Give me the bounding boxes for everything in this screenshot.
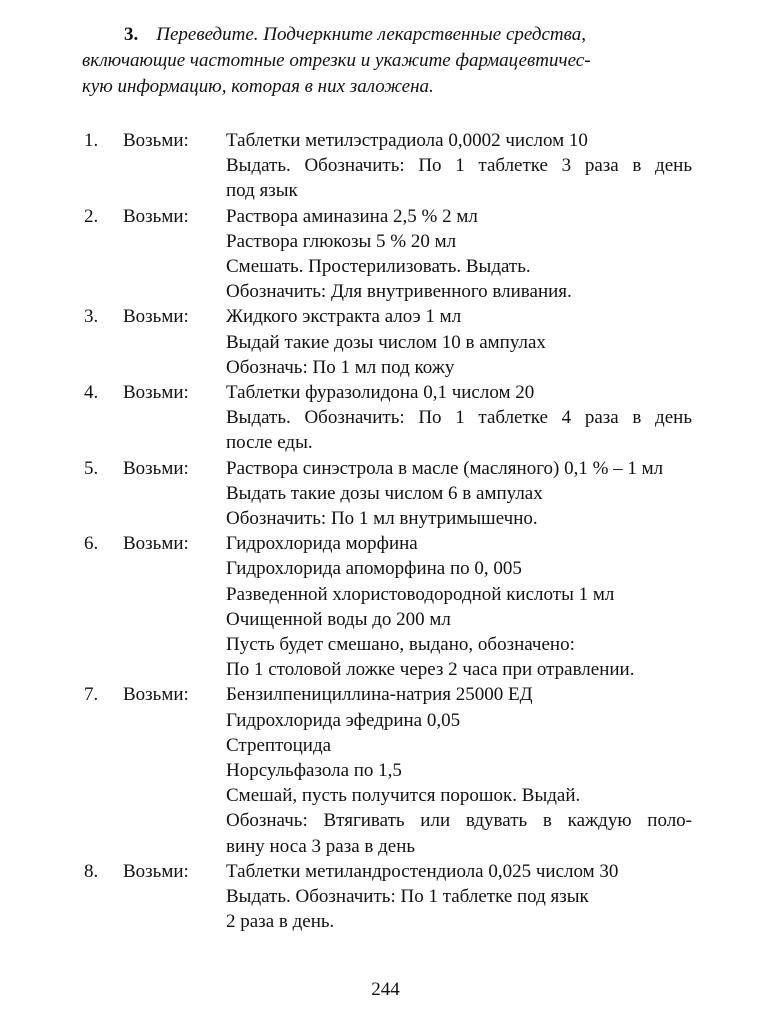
prescription-line: Раствора аминазина 2,5 % 2 мл bbox=[226, 205, 478, 227]
prescription-line: вину носа 3 раза в день bbox=[226, 835, 416, 857]
prescription-line: Обозначить: Для внутривенного вливания. bbox=[226, 281, 572, 303]
prescription-body bbox=[226, 380, 692, 456]
prescription-line: Выдать. Обозначить: По 1 таблетке 4 раза в день bbox=[226, 407, 692, 429]
prescription-item bbox=[0, 204, 771, 305]
prescription-take-label: Возьми: bbox=[123, 382, 189, 404]
prescription-line: Выдать. Обозначить: По 1 таблетке под язык bbox=[226, 886, 589, 908]
prescription-line: под язык bbox=[226, 180, 298, 202]
prescription-take-label: Возьми: bbox=[123, 306, 189, 328]
page-number: 244 bbox=[371, 979, 400, 1000]
prescription-line: Раствора глюкозы 5 % 20 мл bbox=[226, 230, 457, 252]
prescription-item bbox=[0, 380, 771, 456]
prescription-line: 2 раза в день. bbox=[226, 911, 335, 933]
prescription-line: Пусть будет смешано, выдано, обозначено: bbox=[226, 634, 575, 656]
prescription-number: 8. bbox=[84, 860, 99, 882]
prescription-body bbox=[226, 204, 692, 305]
prescription-line: Таблетки метилэстрадиола 0,0002 числом 10 bbox=[226, 130, 588, 151]
prescription-take-label: Возьми: bbox=[123, 130, 189, 151]
prescription-line: Обозначь: По 1 мл под кожу bbox=[226, 356, 455, 378]
prescription-line: Смешать. Простерилизовать. Выдать. bbox=[226, 256, 531, 278]
prescription-line: Выдай такие дозы числом 10 в ампулах bbox=[226, 331, 546, 353]
prescription-list bbox=[0, 128, 771, 935]
prescription-line: после еды. bbox=[226, 432, 313, 454]
prescription-line: Выдать. Обозначить: По 1 таблетке 3 раза в день bbox=[226, 155, 692, 177]
prescription-take-label: Возьми: bbox=[123, 860, 189, 882]
prescription-number: 7. bbox=[84, 684, 99, 706]
prescription-line: Разведенной хлористоводородной кислоты 1 мл bbox=[226, 583, 615, 605]
prescription-line: Обозначить: По 1 мл внутримышечно. bbox=[226, 508, 538, 530]
task-text: Переведите. Подчеркните лекарственные средства, bbox=[156, 24, 586, 45]
prescription-item bbox=[0, 859, 771, 935]
prescription-body bbox=[226, 859, 692, 935]
prescription-line: Таблетки фуразолидона 0,1 числом 20 bbox=[226, 382, 535, 404]
prescription-line: Смешай, пусть получится порошок. Выдай. bbox=[226, 785, 581, 807]
prescription-line: Обозначь: Втягивать или вдувать в каждую поло- bbox=[226, 810, 692, 832]
prescription-take-label: Возьми: bbox=[123, 533, 189, 555]
prescription-body bbox=[226, 456, 692, 532]
prescription-body bbox=[226, 531, 692, 682]
prescription-body bbox=[226, 682, 692, 858]
prescription-number: 3. bbox=[84, 306, 99, 328]
prescription-take-label: Возьми: bbox=[123, 684, 189, 706]
prescription-line: Бензилпенициллина-натрия 25000 ЕД bbox=[226, 684, 533, 706]
task-instruction-line-3: кую информацию, которая в них заложена. bbox=[82, 76, 434, 97]
prescription-body bbox=[226, 304, 692, 380]
prescription-take-label: Возьми: bbox=[123, 457, 189, 479]
prescription-item bbox=[0, 456, 771, 532]
prescription-number: 2. bbox=[84, 205, 99, 227]
prescription-line: Очищенной воды до 200 мл bbox=[226, 608, 451, 630]
prescription-line: Таблетки метиландростендиола 0,025 числом 30 bbox=[226, 860, 619, 882]
prescription-line: По 1 столовой ложке через 2 часа при отравлении. bbox=[226, 659, 635, 681]
prescription-number: 1. bbox=[84, 130, 99, 151]
task-instruction-line-2: включающие частотные отрезки и укажите фармацевтичес- bbox=[82, 50, 591, 71]
prescription-number: 4. bbox=[84, 382, 99, 404]
prescription-item bbox=[0, 682, 771, 858]
prescription-line: Норсульфазола по 1,5 bbox=[226, 760, 402, 782]
prescription-number: 5. bbox=[84, 457, 99, 479]
prescription-take-label: Возьми: bbox=[123, 205, 189, 227]
prescription-line: Гидрохлорида апоморфина по 0, 005 bbox=[226, 558, 522, 580]
prescription-line: Гидрохлорида эфедрина 0,05 bbox=[226, 709, 461, 731]
prescription-line: Выдать такие дозы числом 6 в ампулах bbox=[226, 482, 543, 504]
task-instruction-line-1 bbox=[82, 22, 702, 48]
prescription-line: Жидкого экстракта алоэ 1 мл bbox=[226, 306, 462, 328]
task-number: 3. bbox=[124, 24, 139, 45]
prescription-line: Раствора синэстрола в масле (масляного) 0,1 % – 1 мл bbox=[226, 457, 664, 479]
prescription-line: Стрептоцида bbox=[226, 734, 332, 756]
prescription-item bbox=[0, 531, 771, 682]
prescription-body bbox=[226, 128, 692, 204]
prescription-line: Гидрохлорида морфина bbox=[226, 533, 418, 555]
prescription-item bbox=[0, 128, 771, 204]
prescription-number: 6. bbox=[84, 533, 99, 555]
prescription-item bbox=[0, 304, 771, 380]
task-instruction bbox=[82, 22, 702, 100]
